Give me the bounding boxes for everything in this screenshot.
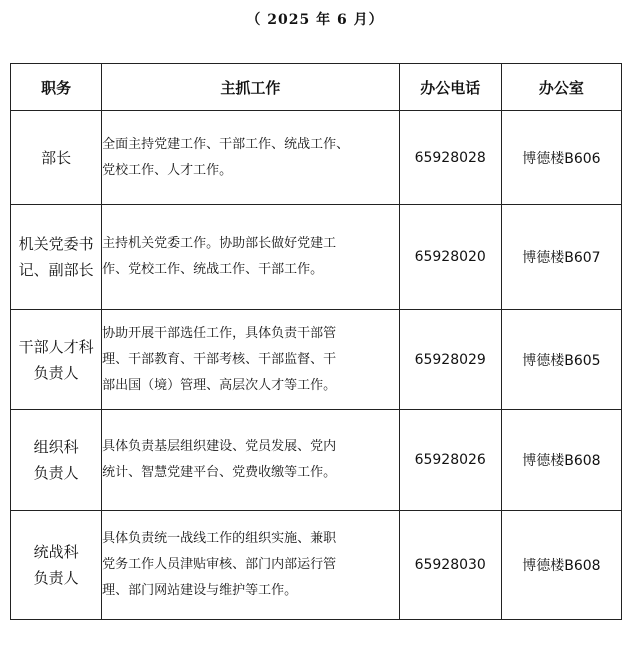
- phone-cell: 65928029: [399, 310, 501, 410]
- header-work: 主抓工作: [102, 64, 399, 111]
- phone-cell: 65928026: [399, 410, 501, 511]
- office-cell: 博德楼B606: [501, 111, 621, 205]
- table-row: [11, 205, 622, 310]
- role-text: 负责人: [33, 363, 79, 382]
- table-row: [11, 511, 622, 620]
- table-header-row: [11, 64, 622, 111]
- work-cell: [102, 410, 399, 511]
- work-text: 理、部门网站建设与维护等工作。: [102, 583, 298, 598]
- role-cell: [11, 205, 102, 310]
- office-cell: 博德楼B608: [501, 410, 621, 511]
- role-cell: [11, 111, 102, 205]
- date-heading: （ 2025 年 6 月）: [246, 12, 384, 28]
- role-text: 负责人: [33, 569, 79, 587]
- office-cell: 博德楼B607: [501, 205, 621, 310]
- duty-table: [10, 63, 622, 620]
- role-cell: [11, 511, 102, 620]
- work-text: 具体负责基层组织建设、党员发展、党内: [102, 439, 337, 454]
- header-role: 职务: [11, 64, 102, 111]
- work-text: 全面主持党建工作、干部工作、统战工作、: [102, 136, 350, 152]
- work-text: 协助开展干部选任工作，具体负责干部管: [102, 325, 337, 341]
- role-text: 部长: [41, 148, 72, 167]
- role-text: 负责人: [33, 464, 79, 482]
- header-phone: 办公电话: [399, 64, 501, 111]
- work-cell: [102, 205, 399, 310]
- work-text: 作、党校工作、统战工作、干部工作。: [102, 262, 324, 277]
- work-text: 部出国（境）管理、高层次人才等工作。: [102, 377, 337, 393]
- table-row: [11, 111, 622, 205]
- work-cell: [102, 511, 399, 620]
- role-text: 组织科: [33, 438, 79, 456]
- work-text: 党务工作人员津贴审核、部门内部运行管: [102, 557, 337, 572]
- work-text: 具体负责统一战线工作的组织实施、兼职: [102, 531, 337, 546]
- work-text: 党校工作、人才工作。: [102, 162, 233, 178]
- work-text: 统计、智慧党建平台、党费收缴等工作。: [102, 465, 337, 480]
- office-cell: 博德楼B605: [501, 310, 621, 410]
- role-text: 干部人才科: [18, 337, 94, 356]
- work-cell: [102, 111, 399, 205]
- office-cell: 博德楼B608: [501, 511, 621, 620]
- phone-cell: 65928030: [399, 511, 501, 620]
- table-row: [11, 310, 622, 410]
- work-text: 主持机关党委工作。协助部长做好党建工: [102, 236, 337, 251]
- table-row: [11, 410, 622, 511]
- role-text: 统战科: [33, 543, 79, 561]
- role-text: 记、副部长: [18, 261, 94, 279]
- role-text: 机关党委书: [18, 235, 94, 253]
- work-text: 理、干部教育、干部考核、干部监督、干: [102, 351, 337, 367]
- role-cell: [11, 310, 102, 410]
- header-office: 办公室: [501, 64, 621, 111]
- work-cell: [102, 310, 399, 410]
- phone-cell: 65928020: [399, 205, 501, 310]
- phone-cell: 65928028: [399, 111, 501, 205]
- role-cell: [11, 410, 102, 511]
